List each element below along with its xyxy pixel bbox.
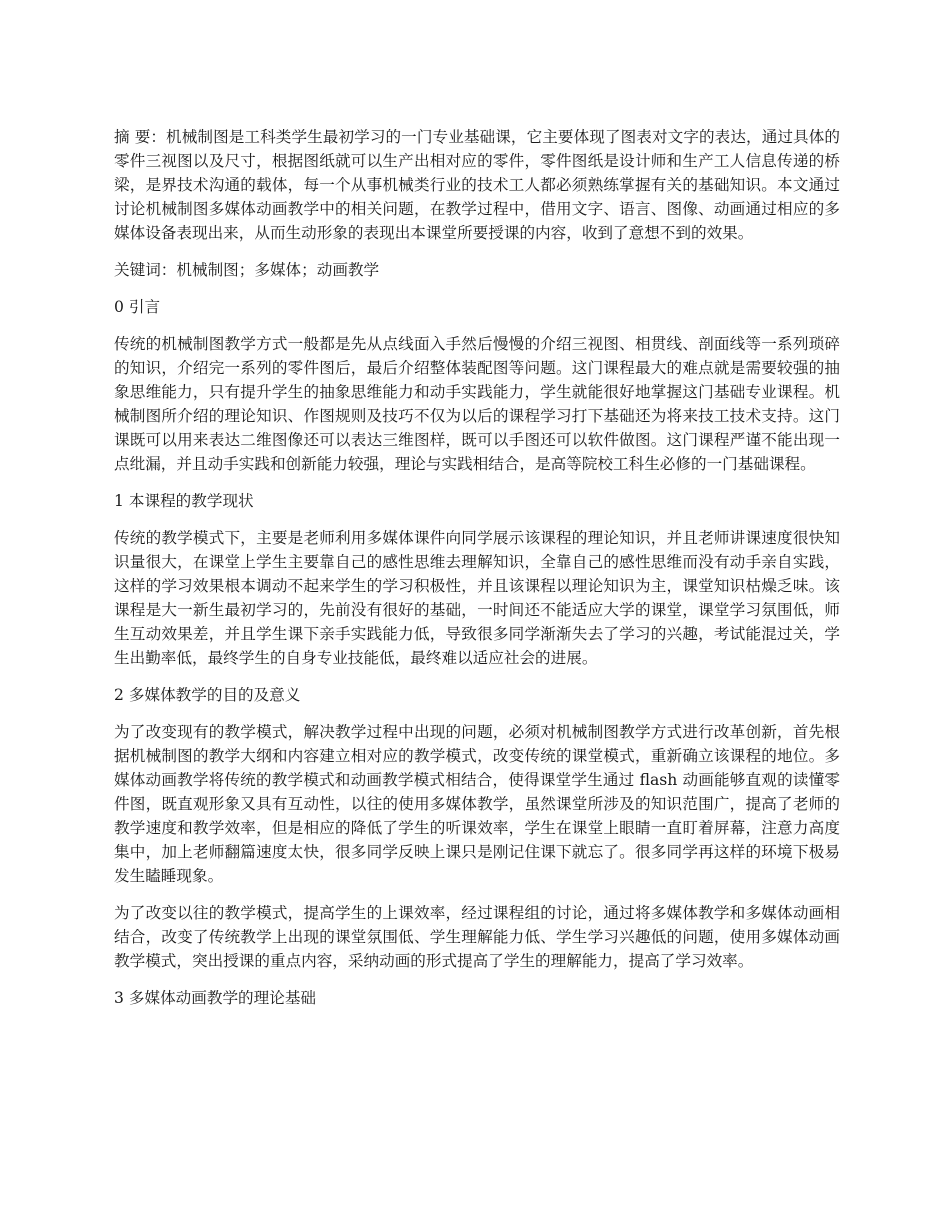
body-paragraph: 为了改变以往的教学模式，提高学生的上课效率，经过课程组的讨论，通过将多媒体教学和多媒体动画相结合，改变了传统教学上出现的课堂氛围低、学生理解能力低、学生学习兴趣低的问题，使用多媒体动画教学模式，突出授课的重点内容，采纳动画的形式提高了学生的理解能力，提高了学习效率。 — [114, 904, 840, 970]
section-heading-current-status: 1 本课程的教学现状 — [114, 492, 254, 510]
section-heading-theory: 3 多媒体动画教学的理论基础 — [114, 989, 317, 1007]
abstract-paragraph: 摘 要：机械制图是工科类学生最初学习的一门专业基础课，它主要体现了图表对文字的表达，通过具体的零件三视图以及尺寸，根据图纸就可以生产出相对应的零件，零件图纸是设计师和生产工人信息传递的桥梁，是界技术沟通的载体，每一个从事机械类行业的技术工人都必须熟练掌握有关的基础知识。本文通过讨论机械制图多媒体动画教学中的相关问题，在教学过程中，借用文字、语言、图像、动画通过相应的多媒体设备表现出来，从而生动形象的表现出本课堂所要授课的内容，收到了意想不到的效果。 — [114, 128, 840, 242]
body-paragraph: 传统的机械制图教学方式一般都是先从点线面入手然后慢慢的介绍三视图、相贯线、剖面线等一系列琐碎的知识，介绍完一系列的零件图后，最后介绍整体装配图等问题。这门课程最大的难点就是需要较强的抽象思维能力，只有提升学生的抽象思维能力和动手实践能力，学生就能很好地掌握这门基础专业课程。机械制图所介绍的理论知识、作图规则及技巧不仅为以后的课程学习打下基础还为将来技工技术支持。这门课既可以用来表达二维图像还可以表达三维图样，既可以手图还可以软件做图。这门课程严谨不能出现一点纰漏，并且动手实践和创新能力较强，理论与实践相结合，是高等院校工科生必修的一门基础课程。 — [114, 335, 840, 473]
body-paragraph: 为了改变现有的教学模式，解决教学过程中出现的问题，必须对机械制图教学方式进行改革创新，首先根据机械制图的教学大纲和内容建立相对应的教学模式，改变传统的课堂模式，重新确立该课程的地位。多媒体动画教学将传统的教学模式和动画教学模式相结合，使得课堂学生通过 flash 动画能够直观的读懂零件图，既直观形象又具有互动性，以往的使用多媒体教学，虽然课堂所涉及的知识范围广，提高了老师的教学速度和教学效率，但是相应的降低了学生的听课效率，学生在课堂上眼睛一直盯着屏幕，注意力高度集中，加上老师翻篇速度太快，很多同学反映上课只是刚记住课下就忘了。很多同学再这样的环境下极易发生瞌睡现象。 — [114, 723, 840, 885]
body-paragraph: 传统的教学模式下，主要是老师利用多媒体课件向同学展示该课程的理论知识，并且老师讲课速度很快知识量很大，在课堂上学生主要靠自己的感性思维去理解知识，全靠自己的感性思维而没有动手亲自实践，这样的学习效果根本调动不起来学生的学习积极性，并且该课程以理论知识为主，课堂知识枯燥乏味。该课程是大一新生最初学习的，先前没有很好的基础，一时间还不能适应大学的课堂，课堂学习氛围低，师生互动效果差，并且学生课下亲手实践能力低，导致很多同学渐渐失去了学习的兴趣，考试能混过关，学生出勤率低，最终学生的自身专业技能低，最终难以适应社会的进展。 — [114, 529, 840, 667]
keywords-line: 关键词：机械制图；多媒体；动画教学 — [114, 261, 380, 279]
section-heading-introduction: 0 引言 — [114, 298, 161, 316]
section-heading-purpose: 2 多媒体教学的目的及意义 — [114, 686, 301, 704]
